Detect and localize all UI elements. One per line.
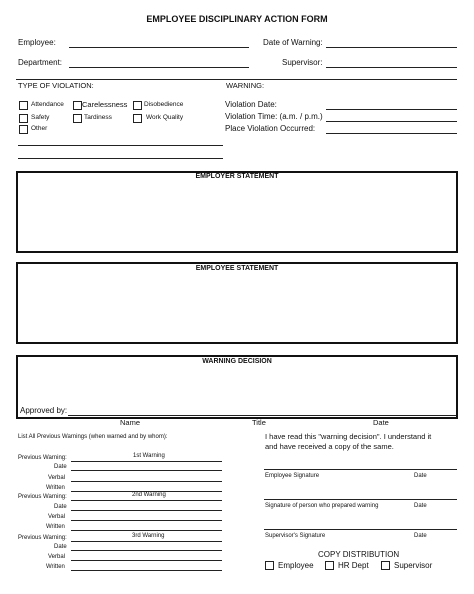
date-of-warning-field[interactable]: [326, 47, 457, 48]
employee-signature-line[interactable]: [264, 469, 457, 470]
checkbox-safety[interactable]: [19, 114, 28, 123]
supervisor-signature-date-label: Date: [414, 533, 427, 539]
department-label: Department:: [18, 58, 63, 67]
checkbox-work-quality[interactable]: [133, 114, 142, 123]
employee-signature-label: Employee Signature: [265, 473, 320, 479]
warning-3-date-label: Date: [54, 544, 67, 550]
warning-label: WARNING:: [226, 81, 265, 90]
warning-1-date-label: Date: [54, 464, 67, 470]
warning-3-title: 3rd Warning: [132, 533, 165, 539]
acknowledgement-text-1: I have read this "warning decision". I understand it: [265, 432, 432, 441]
employer-statement-box[interactable]: [16, 171, 458, 253]
warning-1-written-label: Written: [46, 485, 65, 491]
employee-label: Employee:: [18, 38, 56, 47]
warning-2-date-field[interactable]: [71, 510, 222, 511]
warning-2-verbal-label: Verbal: [48, 514, 66, 520]
warning-2-title: 2nd Warning: [132, 492, 166, 498]
warning-2-line[interactable]: [71, 500, 222, 501]
option-disobedience-label: Disobedience: [144, 101, 184, 108]
copy-hr-dept-label: HR Dept: [338, 561, 369, 570]
other-line-1[interactable]: [18, 145, 223, 146]
warning-1-verbal-field[interactable]: [71, 481, 222, 482]
warning-2-written-field[interactable]: [71, 530, 222, 531]
other-line-2[interactable]: [18, 158, 223, 159]
warning-3-date-field[interactable]: [71, 550, 222, 551]
warning-3-verbal-label: Verbal: [48, 554, 66, 560]
date-of-warning-label: Date of Warning:: [263, 38, 323, 47]
employee-statement-box[interactable]: [16, 262, 458, 344]
employer-statement-title: EMPLOYER STATEMENT: [195, 173, 279, 180]
copy-supervisor-label: Supervisor: [394, 561, 433, 570]
employee-signature-date-label: Date: [414, 473, 427, 479]
option-attendance-label: Attendance: [31, 101, 64, 108]
violation-time-label: Violation Time: (a.m. / p.m.): [225, 112, 323, 121]
warning-3-line[interactable]: [71, 541, 222, 542]
employee-field[interactable]: [69, 47, 249, 48]
preparer-signature-date-label: Date: [414, 503, 427, 509]
option-work-quality-label: Work Quality: [146, 114, 184, 121]
warning-2-written-label: Written: [46, 524, 65, 530]
warning-3-written-field[interactable]: [71, 570, 222, 571]
checkbox-carelessness[interactable]: [73, 101, 82, 110]
warning-decision-title: WARNING DECISION: [202, 358, 272, 365]
form-title: EMPLOYEE DISCIPLINARY ACTION FORM: [146, 14, 328, 24]
option-other-label: Other: [31, 125, 48, 132]
department-field[interactable]: [69, 67, 249, 68]
previous-warning-3-label: Previous Warning:: [18, 535, 67, 541]
warning-2-date-label: Date: [54, 504, 67, 510]
warning-3-verbal-field[interactable]: [71, 560, 222, 561]
warning-3-written-label: Written: [46, 564, 65, 570]
previous-warning-2-label: Previous Warning:: [18, 494, 67, 500]
supervisor-signature-line[interactable]: [264, 529, 457, 530]
approval-title-label: Title: [252, 418, 266, 427]
checkbox-attendance[interactable]: [19, 101, 28, 110]
option-safety-label: Safety: [31, 114, 50, 121]
approval-name-label: Name: [120, 418, 141, 427]
checkbox-copy-hr-dept[interactable]: [325, 561, 334, 570]
checkbox-disobedience[interactable]: [133, 101, 142, 110]
approved-by-field[interactable]: [68, 415, 456, 416]
warning-2-verbal-field[interactable]: [71, 520, 222, 521]
preparer-signature-label: Signature of person who prepared warning: [265, 503, 379, 509]
checkbox-other[interactable]: [19, 125, 28, 134]
copy-employee-label: Employee: [278, 561, 314, 570]
approval-date-label: Date: [373, 418, 389, 427]
checkbox-copy-supervisor[interactable]: [381, 561, 390, 570]
supervisor-field[interactable]: [326, 67, 457, 68]
employee-statement-title: EMPLOYEE STATEMENT: [195, 265, 279, 272]
previous-warning-1-label: Previous Warning:: [18, 455, 67, 461]
violation-time-field[interactable]: [326, 121, 457, 122]
violation-date-label: Violation Date:: [225, 100, 277, 109]
option-tardiness-label: Tardiness: [84, 114, 112, 121]
warning-1-date-field[interactable]: [71, 470, 222, 471]
checkbox-copy-employee[interactable]: [265, 561, 274, 570]
copy-distribution-title: COPY DISTRIBUTION: [318, 550, 400, 559]
approved-by-label: Approved by:: [20, 406, 68, 415]
warning-1-verbal-label: Verbal: [48, 475, 66, 481]
place-violation-label: Place Violation Occurred:: [225, 124, 316, 133]
type-of-violation-label: TYPE OF VIOLATION:: [18, 81, 94, 90]
warning-1-title: 1st Warning: [133, 453, 165, 459]
supervisor-label: Supervisor:: [282, 58, 323, 67]
option-carelessness-label: Carelessness: [82, 100, 128, 109]
divider: [16, 79, 457, 80]
previous-warnings-header: List All Previous Warnings (when warned and by whom):: [18, 434, 168, 440]
acknowledgement-text-2: and have received a copy of the same.: [265, 442, 394, 451]
place-violation-field[interactable]: [326, 133, 457, 134]
supervisor-signature-label: Supervisor's Signature: [265, 533, 326, 539]
checkbox-tardiness[interactable]: [73, 114, 82, 123]
preparer-signature-line[interactable]: [264, 499, 457, 500]
violation-date-field[interactable]: [326, 109, 457, 110]
warning-1-line[interactable]: [71, 461, 222, 462]
